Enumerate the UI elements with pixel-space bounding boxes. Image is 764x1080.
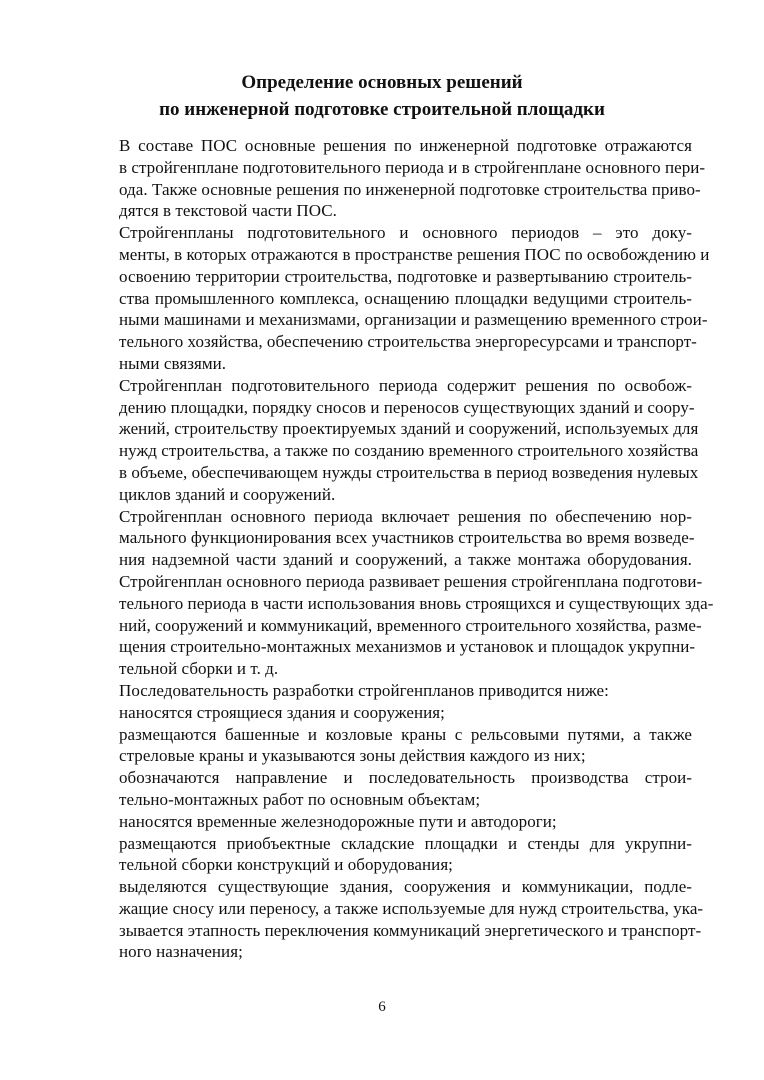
- text-line: ний, сооружений и коммуникаций, временного строительного хозяйства, разме-: [119, 615, 702, 635]
- text-line: мального функционирования всех участников строительства во время возведе-: [119, 528, 695, 548]
- text-line: освоению территории строительства, подготовке и развертыванию строитель-: [119, 266, 692, 286]
- text-line: в стройгенплане подготовительного периода и в стройгенплане основного пери-: [119, 157, 706, 177]
- list-item-roads: [72, 811, 692, 833]
- text-line: ода. Также основные решения по инженерной подготовке строительства приво-: [119, 179, 701, 199]
- text-line: дению площадки, порядку сносов и переносов существующих зданий и соору-: [119, 397, 695, 417]
- list-item-storage: [72, 833, 692, 877]
- section-title-line: по инженерной подготовке строительной площадки: [159, 99, 605, 120]
- section-title: [72, 69, 692, 123]
- text-line: Стройгенплан основного периода развивает решения стройгенплана подготови-: [119, 571, 703, 591]
- text-line: выделяются существующие здания, сооружения и коммуникации, подле-: [119, 877, 692, 897]
- text-line: нужд строительства, а также по созданию временного строительного хозяйства: [119, 441, 699, 461]
- text-line: В составе ПОС основные решения по инженерной подготовке отражаются: [119, 136, 692, 155]
- section-title-line: Определение основных решений: [241, 72, 523, 93]
- text-line: Стройгенплан подготовительного периода содержит решения по освобож-: [119, 375, 692, 395]
- text-line: тельного периода в части использования вновь строящихся и существующих зда-: [119, 593, 714, 613]
- paragraph-preparatory-period: [72, 375, 699, 506]
- text-line: обозначаются направление и последовательность производства строи-: [119, 768, 692, 788]
- text-line: ства промышленного комплекса, оснащению площадки ведущими строитель-: [119, 288, 692, 308]
- text-line: размещаются башенные и козловые краны с рельсовыми путями, а также: [119, 724, 692, 744]
- text-line: наносятся строящиеся здания и сооружения;: [119, 702, 445, 722]
- list-item-cranes: [72, 724, 692, 768]
- text-line: наносятся временные железнодорожные пути и автодороги;: [119, 811, 557, 831]
- list-item-existing-structures: [72, 876, 704, 963]
- text-line: стреловые краны и указываются зоны действия каждого из них;: [119, 746, 586, 766]
- page-number: 6: [378, 999, 386, 1015]
- paragraph-sequence-intro: [72, 680, 692, 702]
- text-line: тельного хозяйства, обеспечению строительства энергоресурсами и транспорт-: [119, 332, 697, 352]
- paragraph-main-period: [72, 506, 714, 680]
- text-line: тельной сборки конструкций и оборудования;: [119, 855, 453, 875]
- text-line: размещаются приобъектные складские площадки и стенды для укрупни-: [119, 833, 692, 853]
- text-line: ными машинами и механизмами, организации и размещению временного строи-: [119, 310, 708, 330]
- text-line: менты, в которых отражаются в пространстве решения ПОС по освобождению и: [119, 244, 710, 264]
- text-line: ными связями.: [119, 353, 227, 373]
- text-line: зывается этапность переключения коммуникаций энергетического и транспорт-: [119, 920, 702, 940]
- text-line: щения строительно-монтажных механизмов и установок и площадок укрупни-: [119, 637, 696, 657]
- text-line: ния надземной части зданий и сооружений, а также монтажа оборудования.: [119, 550, 692, 570]
- text-line: тельно-монтажных работ по основным объектам;: [119, 789, 481, 809]
- text-line: жений, строительству проектируемых зданий и сооружений, используемых для: [119, 419, 699, 439]
- text-line: ного назначения;: [119, 942, 243, 962]
- text-line: Стройгенплан основного периода включает решения по обеспечению нор-: [119, 506, 692, 526]
- text-line: циклов зданий и сооружений.: [119, 484, 336, 504]
- list-item-buildings: [72, 702, 692, 724]
- paragraph-site-plans: [72, 222, 710, 375]
- text-line: тельной сборки и т. д.: [119, 659, 279, 679]
- text-line: дятся в текстовой части ПОС.: [119, 201, 337, 221]
- body-text: [72, 135, 714, 963]
- text-line: жащие сносу или переносу, а также используемые для нужд строительства, ука-: [119, 898, 704, 918]
- text-line: в объеме, обеспечивающем нужды строительства в период возведения нулевых: [119, 462, 699, 482]
- paragraph-pos-decisions: [72, 135, 706, 222]
- text-line: Стройгенпланы подготовительного и основного периодов – это доку-: [119, 223, 692, 243]
- text-line: Последовательность разработки стройгенпланов приводится ниже:: [119, 680, 609, 700]
- list-item-work-direction: [72, 767, 692, 811]
